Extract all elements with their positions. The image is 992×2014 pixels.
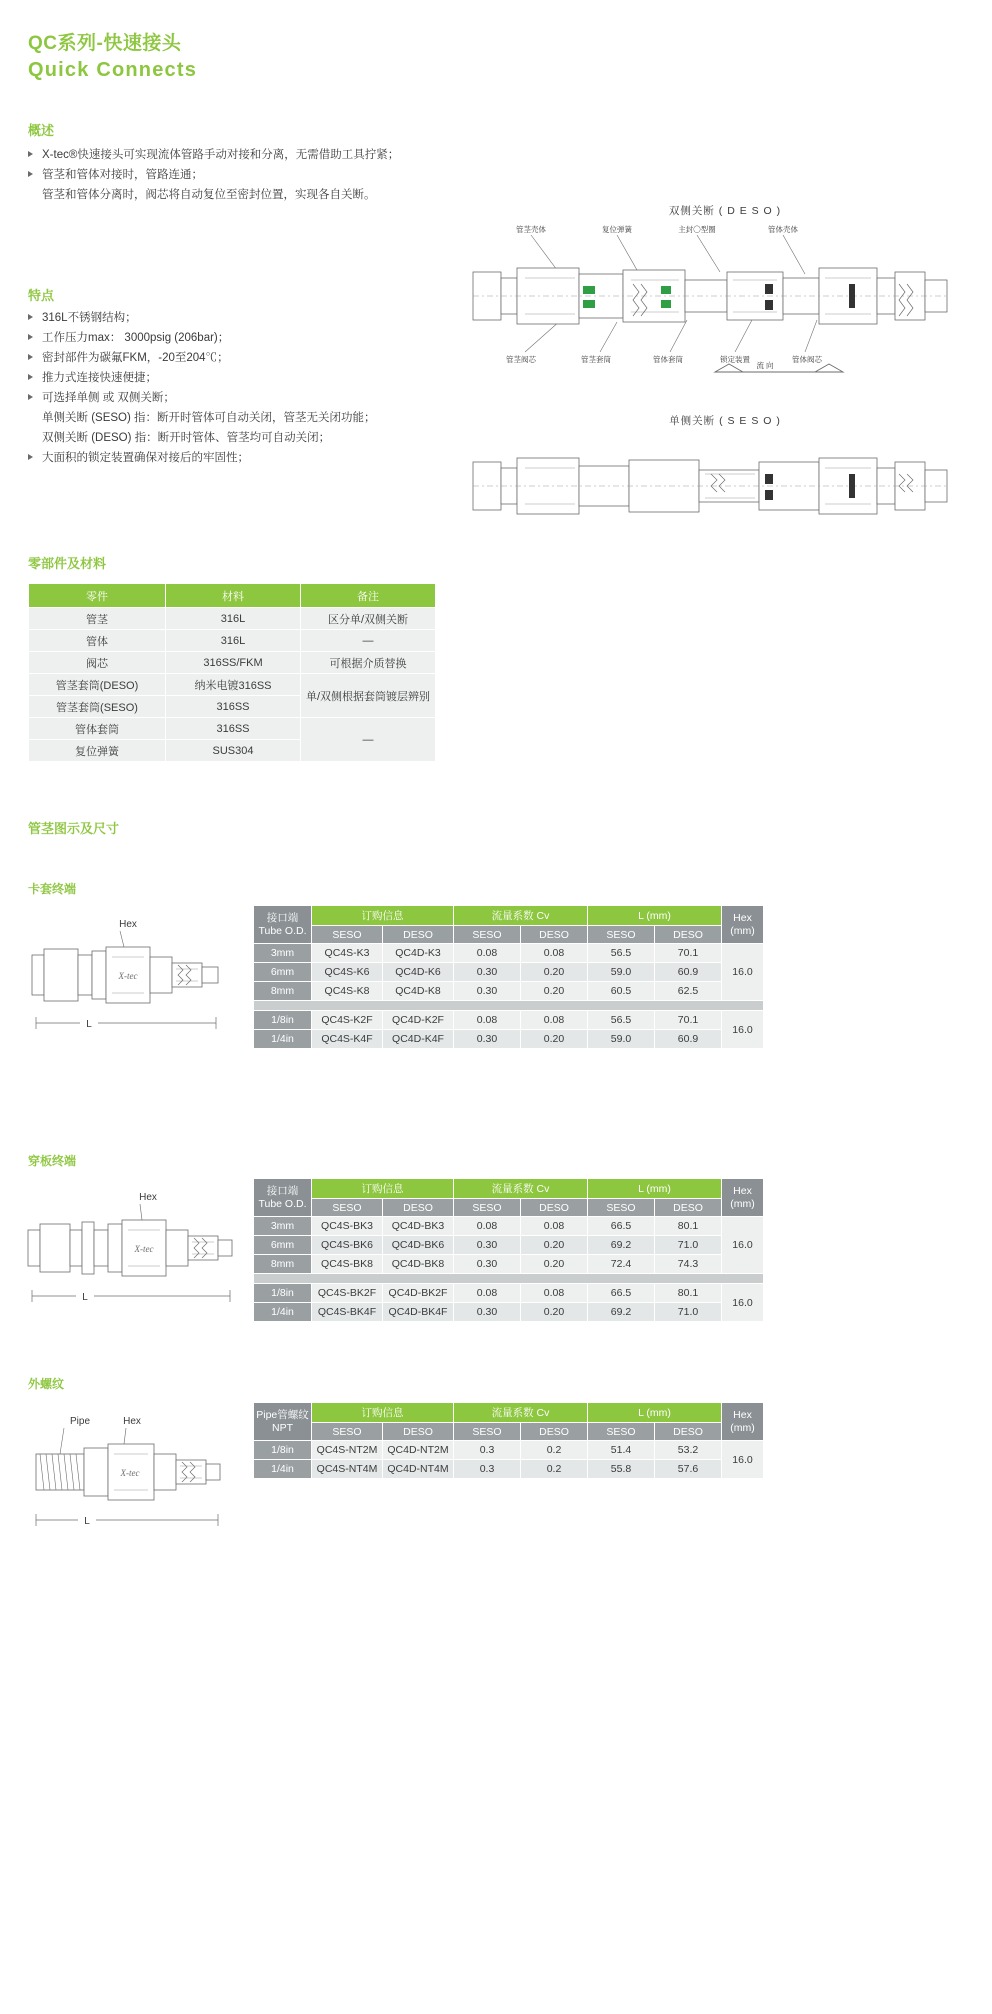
table-row [254, 944, 764, 963]
cell-tube: 6mm [254, 1236, 312, 1255]
triangle-bullet-icon [28, 151, 33, 157]
cell-cv-deso: 0.2 [521, 1441, 588, 1460]
cell-material: 316L [166, 608, 301, 630]
cell-part: 管茎 [29, 608, 166, 630]
subheader-l-deso: DESO [655, 1423, 722, 1441]
diagram-label: 主封〇型圈 [678, 225, 716, 234]
cell-cv-seso: 0.08 [454, 1284, 521, 1303]
diagram-label: 锁定装置 [720, 355, 750, 364]
cell-ord-deso: QC4D-BK3 [383, 1217, 454, 1236]
cell-cv-deso: 0.08 [521, 944, 588, 963]
cell-l-deso: 80.1 [655, 1284, 722, 1303]
cell-ord-seso: QC4S-K4F [312, 1030, 383, 1049]
cell-note: 区分单/双侧关断 [301, 608, 436, 630]
list-item [28, 328, 458, 348]
list-item [28, 165, 468, 185]
table-row [254, 1030, 764, 1049]
diagram-ferrule-end [20, 905, 250, 1045]
column-header-ordering: 订购信息 [312, 1403, 454, 1423]
diagram-deso [465, 200, 985, 400]
cell-l-seso: 59.0 [588, 963, 655, 982]
cell-part: 阀芯 [29, 652, 166, 674]
diagram-label: 管茎阀芯 [506, 355, 536, 364]
subsection-heading-male-thread: 外螺纹 [28, 1377, 65, 1391]
cell-cv-seso: 0.30 [454, 1255, 521, 1274]
cell-l-seso: 66.5 [588, 1217, 655, 1236]
column-header-ordering: 订购信息 [312, 1179, 454, 1199]
cell-ord-deso: QC4D-K4F [383, 1030, 454, 1049]
table-header-row [254, 906, 764, 926]
cell-hex: 16.0 [722, 944, 764, 1001]
subheader-cv-deso: DESO [521, 1199, 588, 1217]
cell-material: 316SS/FKM [166, 652, 301, 674]
cell-cv-deso: 0.20 [521, 1255, 588, 1274]
table-row [254, 982, 764, 1001]
section-heading-parts: 零部件及材料 [28, 556, 107, 571]
table-group-separator [254, 1001, 764, 1011]
column-header-cv: 流量系数 Cv [454, 906, 588, 926]
triangle-bullet-icon [28, 454, 33, 460]
subheader-ord-seso: SESO [312, 1423, 383, 1441]
cell-cv-deso: 0.20 [521, 1030, 588, 1049]
subheader-ord-seso: SESO [312, 926, 383, 944]
cell-cv-seso: 0.3 [454, 1441, 521, 1460]
cell-cv-deso: 0.20 [521, 1236, 588, 1255]
triangle-bullet-icon [28, 314, 33, 320]
cell-pipe: 1/8in [254, 1441, 312, 1460]
cell-cv-seso: 0.08 [454, 1217, 521, 1236]
list-item [28, 408, 458, 428]
cell-cv-seso: 0.30 [454, 1303, 521, 1322]
hex-label: Hex [119, 919, 137, 930]
overview-list [28, 145, 468, 205]
spec-table-bulkhead [253, 1178, 764, 1322]
cell-note: 可根据介质替换 [301, 652, 436, 674]
column-header-l: L (mm) [588, 1403, 722, 1423]
cell-l-deso: 70.1 [655, 1011, 722, 1030]
cell-hex: 16.0 [722, 1441, 764, 1479]
cell-cv-seso: 0.30 [454, 963, 521, 982]
title-chinese: QC系列-快速接头 [28, 33, 182, 54]
table-row [29, 718, 436, 740]
cell-cv-seso: 0.30 [454, 1236, 521, 1255]
table-row [29, 652, 436, 674]
cell-part: 管茎套筒(DESO) [29, 674, 166, 696]
table-group-separator [254, 1274, 764, 1284]
table-header-row [254, 1403, 764, 1423]
column-header-tube: 接口端 Tube O.D. [254, 1179, 312, 1217]
cell-ord-seso: QC4S-K8 [312, 982, 383, 1001]
list-item-label: 管茎和管体分离时，阀芯将自动复位至密封位置，实现各自关断。 [42, 189, 376, 201]
cell-cv-seso: 0.08 [454, 1011, 521, 1030]
column-header-ordering: 订购信息 [312, 906, 454, 926]
list-item [28, 428, 458, 448]
cell-material: 316SS [166, 718, 301, 740]
cell-tube: 8mm [254, 982, 312, 1001]
subheader-l-deso: DESO [655, 1199, 722, 1217]
table-subheader-row [254, 1423, 764, 1441]
cell-ord-seso: QC4S-K2F [312, 1011, 383, 1030]
cell-note: — [301, 630, 436, 652]
section-heading-dimensions: 管茎图示及尺寸 [28, 821, 120, 836]
cell-ord-seso: QC4S-BK2F [312, 1284, 383, 1303]
cell-l-deso: 60.9 [655, 1030, 722, 1049]
cell-l-seso: 72.4 [588, 1255, 655, 1274]
cell-pipe: 1/4in [254, 1460, 312, 1479]
triangle-bullet-icon [28, 374, 33, 380]
column-header-l: L (mm) [588, 906, 722, 926]
cell-l-deso: 71.0 [655, 1303, 722, 1322]
cell-l-deso: 80.1 [655, 1217, 722, 1236]
cell-material: 316SS [166, 696, 301, 718]
triangle-bullet-icon [28, 394, 33, 400]
diagram-label: 管茎套筒 [581, 355, 611, 364]
cell-l-deso: 60.9 [655, 963, 722, 982]
subsection-heading-bulkhead: 穿板终端 [28, 1154, 77, 1168]
cell-l-seso: 56.5 [588, 944, 655, 963]
cell-ord-seso: QC4S-BK6 [312, 1236, 383, 1255]
diagram-seso-title: 单侧关断 ( S E S O ) [669, 415, 781, 427]
column-header-hex: Hex (mm) [722, 1179, 764, 1217]
table-header-row [254, 1179, 764, 1199]
list-item-label: 可选择单侧 或 双侧关断； [42, 392, 175, 404]
cell-ord-seso: QC4S-K6 [312, 963, 383, 982]
column-header-hex: Hex (mm) [722, 906, 764, 944]
cell-ord-deso: QC4D-BK2F [383, 1284, 454, 1303]
table-row [29, 674, 436, 696]
list-item-label: 管茎和管体对接时，管路连通； [42, 169, 203, 181]
cell-cv-deso: 0.20 [521, 963, 588, 982]
list-item [28, 448, 458, 468]
brand-mark: X-tec [134, 1244, 154, 1254]
table-header-row [29, 584, 436, 608]
column-header-cv: 流量系数 Cv [454, 1179, 588, 1199]
diagram-bulkhead-end [20, 1178, 250, 1318]
list-item [28, 185, 468, 205]
hex-label: Hex [123, 1416, 141, 1427]
cell-l-deso: 70.1 [655, 944, 722, 963]
table-row [254, 1236, 764, 1255]
list-item [28, 368, 458, 388]
column-header-note: 备注 [301, 584, 436, 608]
cell-ord-deso: QC4D-K8 [383, 982, 454, 1001]
list-item-label: 工作压力max： 3000psig (206bar)； [42, 332, 230, 344]
subheader-l-seso: SESO [588, 926, 655, 944]
table-row [29, 630, 436, 652]
table-subheader-row [254, 926, 764, 944]
cell-l-seso: 69.2 [588, 1236, 655, 1255]
cell-tube: 3mm [254, 1217, 312, 1236]
table-row [254, 1217, 764, 1236]
cell-part: 管体套筒 [29, 718, 166, 740]
spec-table-male-thread [253, 1402, 764, 1479]
cell-part: 管茎套筒(SESO) [29, 696, 166, 718]
spec-table-ferrule [253, 905, 764, 1049]
triangle-bullet-icon [28, 171, 33, 177]
cell-part: 管体 [29, 630, 166, 652]
column-header-pipe: Pipe管螺纹 NPT [254, 1403, 312, 1441]
subsection-heading-ferrule: 卡套终端 [28, 882, 77, 896]
cell-ord-deso: QC4D-BK8 [383, 1255, 454, 1274]
list-item-label: X-tec®快速接头可实现流体管路手动对接和分离，无需借助工具拧紧； [42, 149, 400, 161]
list-item-label: 316L不锈钢结构； [42, 312, 137, 324]
subheader-l-seso: SESO [588, 1423, 655, 1441]
cell-part: 复位弹簧 [29, 740, 166, 762]
cell-hex: 16.0 [722, 1217, 764, 1274]
cell-ord-deso: QC4D-K3 [383, 944, 454, 963]
list-item-label: 双侧关断 (DESO) 指：断开时管体、管茎均可自动关闭； [42, 432, 331, 444]
subheader-l-seso: SESO [588, 1199, 655, 1217]
diagram-label: 管体套筒 [653, 355, 683, 364]
table-row [254, 1255, 764, 1274]
column-header-part: 零件 [29, 584, 166, 608]
subheader-ord-deso: DESO [383, 1423, 454, 1441]
subheader-cv-seso: SESO [454, 926, 521, 944]
cell-l-seso: 56.5 [588, 1011, 655, 1030]
diagram-label: 管体壳体 [768, 225, 798, 234]
table-row [254, 963, 764, 982]
column-header-material: 材料 [166, 584, 301, 608]
subheader-ord-seso: SESO [312, 1199, 383, 1217]
list-item [28, 308, 458, 328]
cell-cv-seso: 0.30 [454, 1030, 521, 1049]
cell-cv-seso: 0.30 [454, 982, 521, 1001]
cell-l-seso: 66.5 [588, 1284, 655, 1303]
page-title [28, 28, 197, 82]
diagram-male-thread-end [20, 1402, 250, 1542]
cell-cv-deso: 0.20 [521, 1303, 588, 1322]
cell-l-deso: 57.6 [655, 1460, 722, 1479]
subheader-cv-deso: DESO [521, 1423, 588, 1441]
cell-cv-deso: 0.2 [521, 1460, 588, 1479]
cell-cv-seso: 0.08 [454, 944, 521, 963]
diagram-label: 管茎壳体 [516, 225, 546, 234]
cell-ord-seso: QC4S-NT4M [312, 1460, 383, 1479]
section-heading-overview: 概述 [28, 123, 55, 138]
cell-l-deso: 53.2 [655, 1441, 722, 1460]
cell-material: SUS304 [166, 740, 301, 762]
title-english: Quick Connects [28, 59, 198, 81]
table-row [29, 608, 436, 630]
triangle-bullet-icon [28, 354, 33, 360]
cell-ord-seso: QC4S-K3 [312, 944, 383, 963]
cell-tube: 1/8in [254, 1284, 312, 1303]
cell-ord-deso: QC4D-K6 [383, 963, 454, 982]
diagram-label: 管体阀芯 [792, 355, 822, 364]
triangle-bullet-icon [28, 334, 33, 340]
parts-material-table [28, 583, 436, 762]
list-item [28, 388, 458, 408]
cell-material: 316L [166, 630, 301, 652]
subheader-cv-seso: SESO [454, 1199, 521, 1217]
table-row [254, 1284, 764, 1303]
column-header-cv: 流量系数 Cv [454, 1403, 588, 1423]
cell-ord-seso: QC4S-BK8 [312, 1255, 383, 1274]
cell-cv-deso: 0.08 [521, 1011, 588, 1030]
cell-tube: 8mm [254, 1255, 312, 1274]
subheader-ord-deso: DESO [383, 1199, 454, 1217]
features-list [28, 308, 458, 468]
column-header-l: L (mm) [588, 1179, 722, 1199]
length-label: L [82, 1292, 88, 1303]
cell-l-seso: 51.4 [588, 1441, 655, 1460]
table-row [254, 1011, 764, 1030]
length-label: L [84, 1516, 90, 1527]
pipe-label: Pipe [69, 1416, 91, 1427]
cell-l-seso: 55.8 [588, 1460, 655, 1479]
subheader-ord-deso: DESO [383, 926, 454, 944]
cell-l-seso: 69.2 [588, 1303, 655, 1322]
cell-ord-seso: QC4S-BK3 [312, 1217, 383, 1236]
cell-hex: 16.0 [722, 1284, 764, 1322]
diagram-seso [465, 410, 985, 540]
cell-l-deso: 62.5 [655, 982, 722, 1001]
list-item [28, 145, 468, 165]
diagram-label: 复位弹簧 [602, 225, 632, 234]
length-label: L [86, 1019, 92, 1030]
list-item-label: 单侧关断 (SESO) 指：断开时管体可自动关闭，管茎无关闭功能； [42, 412, 376, 424]
subheader-cv-seso: SESO [454, 1423, 521, 1441]
cell-tube: 1/8in [254, 1011, 312, 1030]
cell-l-deso: 71.0 [655, 1236, 722, 1255]
hex-label: Hex [139, 1192, 157, 1203]
section-heading-features: 特点 [28, 288, 55, 303]
table-subheader-row [254, 1199, 764, 1217]
subheader-l-deso: DESO [655, 926, 722, 944]
cell-cv-seso: 0.3 [454, 1460, 521, 1479]
cell-cv-deso: 0.08 [521, 1217, 588, 1236]
subheader-cv-deso: DESO [521, 926, 588, 944]
cell-ord-seso: QC4S-NT2M [312, 1441, 383, 1460]
cell-tube: 3mm [254, 944, 312, 963]
cell-ord-deso: QC4D-BK4F [383, 1303, 454, 1322]
list-item-label: 推力式连接快速便捷； [42, 372, 157, 384]
cell-l-seso: 59.0 [588, 1030, 655, 1049]
cell-ord-seso: QC4S-BK4F [312, 1303, 383, 1322]
list-item [28, 348, 458, 368]
cell-hex: 16.0 [722, 1011, 764, 1049]
list-item-label: 密封部件为碳氟FKM，-20至204℃； [42, 352, 229, 364]
cell-ord-deso: QC4D-NT4M [383, 1460, 454, 1479]
cell-note: — [301, 718, 436, 762]
diagram-deso-title: 双侧关断 ( D E S O ) [668, 205, 782, 217]
brand-mark: X-tec [118, 971, 138, 981]
table-row [254, 1303, 764, 1322]
cell-ord-deso: QC4D-K2F [383, 1011, 454, 1030]
cell-tube: 1/4in [254, 1303, 312, 1322]
cell-cv-deso: 0.20 [521, 982, 588, 1001]
cell-cv-deso: 0.08 [521, 1284, 588, 1303]
cell-material: 纳米电镀316SS [166, 674, 301, 696]
list-item-label: 大面积的锁定装置确保对接后的牢固性； [42, 452, 249, 464]
table-row [254, 1441, 764, 1460]
flow-direction-label: 流 向 [756, 361, 774, 370]
cell-l-seso: 60.5 [588, 982, 655, 1001]
cell-ord-deso: QC4D-NT2M [383, 1441, 454, 1460]
cell-l-deso: 74.3 [655, 1255, 722, 1274]
cell-tube: 1/4in [254, 1030, 312, 1049]
brand-mark: X-tec [120, 1468, 140, 1478]
column-header-tube: 接口端 Tube O.D. [254, 906, 312, 944]
column-header-hex: Hex (mm) [722, 1403, 764, 1441]
cell-note: 单/双侧根据套筒镀层辨别 [301, 674, 436, 718]
cell-tube: 6mm [254, 963, 312, 982]
cell-ord-deso: QC4D-BK6 [383, 1236, 454, 1255]
table-row [254, 1460, 764, 1479]
